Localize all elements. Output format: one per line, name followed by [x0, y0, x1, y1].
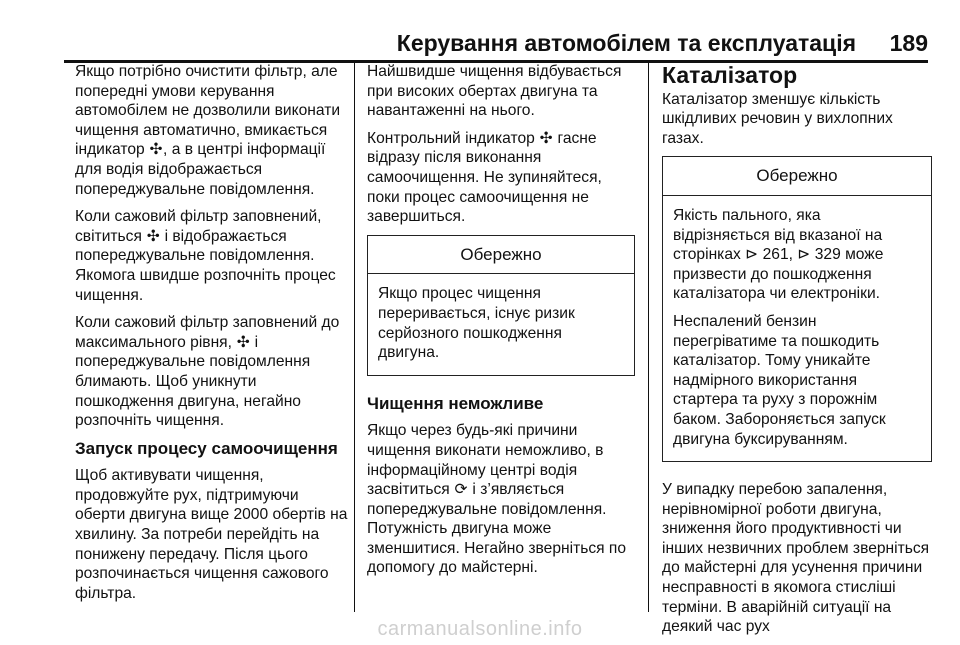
paragraph: Якщо через будь-які причини чищення виконати неможливо, в інформаційному центрі водія засвітиться ⟳ і з’являється попереджувальне повідомлення. Потужність двигуна може зменшитися. Негайно зверніться по допомогу до майстерні. [367, 422, 627, 577]
page-ref-icon: ⊳ [797, 246, 811, 264]
paragraph: Найшвидше чищення відбувається при високих обертах двигуна та навантаженні на нього. [367, 63, 622, 120]
paragraph: Контрольний індикатор ✣ гасне відразу після виконання самоочищення. Не зупиняйтеся, поки процес самоочищення не завершиться. [367, 129, 602, 226]
section-heading: Чищення неможливе [367, 393, 544, 413]
watermark: carmanualsonline.info [377, 618, 583, 640]
caution-text: Неспалений бензин перегріватиме та пошкодить каталізатор. Тому уникайте надмірного використання стартера та руху з порожнім баком. Забороняється запуск двигуна буксируванням. [673, 312, 886, 448]
dpf-indicator-icon: ✣ [539, 129, 553, 147]
section-heading: Запуск процесу самоочищення [75, 438, 338, 458]
caution-text: Якщо процес чищення переривається, існує ризик серйозного пошкодження двигуна. [378, 285, 575, 362]
caution-text: Якість пального, яка відрізняється від вказаної на сторінках ⊳ 261, ⊳ 329 може призвести до пошкодження каталізатора чи електроніки. [673, 206, 884, 303]
dpf-indicator-icon: ✣ [146, 227, 160, 245]
caution-title: Обережно [663, 157, 931, 196]
dpf-indicator-icon: ✣ [149, 141, 163, 159]
paragraph: Якщо потрібно очистити фільтр, але попередні умови керування автомобілем не дозволили виконати чищення автоматично, вмикається індикатор ✣, а в центрі інформації для водія відображається попереджувальне повідомлення. [75, 63, 341, 198]
page-header [64, 22, 928, 58]
page-ref-link[interactable]: 261, [762, 246, 793, 264]
caution-box [662, 156, 932, 462]
dpf-indicator-icon: ✣ [236, 333, 250, 351]
column-3 [662, 62, 932, 645]
page-number: 189 [889, 30, 928, 56]
paragraph: Коли сажовий фільтр заповнений, світиться ✣ і відображається попереджувальне повідомлення. Якомога швидше розпочніть процес чищення. [75, 208, 336, 304]
section-heading: Каталізатор [662, 62, 798, 88]
header-title: Керування автомобілем та експлуатація [396, 30, 856, 56]
column-2 [367, 62, 635, 586]
engine-indicator-icon: ⟳ [454, 481, 468, 499]
paragraph: У випадку перебою запалення, нерівномірної роботи двигуна, зниження його продуктивності чи інших незвичних проблем зверніться до майстерні для усунення причини несправності в якомога стисліші терміни. В аварійній ситуації на деякий час рух [662, 481, 930, 636]
paragraph: Каталізатор зменшує кількість шкідливих речовин у вихлопних газах. [662, 90, 893, 147]
caution-box [367, 235, 635, 376]
column-1 [75, 62, 350, 611]
caution-title: Обережно [368, 236, 634, 275]
paragraph: Коли сажовий фільтр заповнений до максимального рівня, ✣ і попереджувальне повідомлення блимають. Щоб уникнути пошкодження двигуна, негайно розпочніть чищення. [75, 314, 340, 430]
page-ref-icon: ⊳ [745, 246, 759, 264]
paragraph: Щоб активувати чищення, продовжуйте рух, підтримуючи оберти двигуна вище 2000 обертів на хвилину. За потреби перейдіть на понижену передачу. Після цього розпочинається чищення сажового фільтра. [75, 467, 348, 602]
column-divider [354, 62, 355, 612]
column-divider [648, 62, 649, 612]
